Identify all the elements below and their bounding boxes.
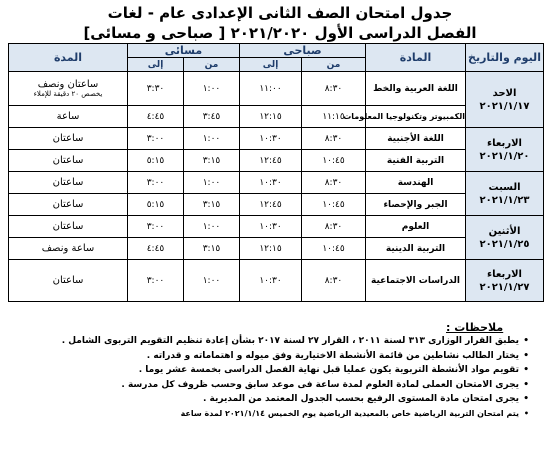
- day-date: ٢٠٢١/١/٢٥: [479, 238, 530, 250]
- header-day-date: اليوم والتاريخ: [466, 44, 544, 72]
- note-item: • تقويم مواد الأنشطة التربوية يكون عمليا قبل نهاية الفصل الدراسى بخمسة عشر يوما .: [9, 363, 529, 378]
- duration-note: يخصص ٢٠ دقيقة للإملاء: [33, 90, 103, 98]
- morning-from: ١٠:٤٥: [302, 150, 366, 172]
- evening-to: ٣:٠٠: [128, 216, 184, 238]
- day-name: السبت: [488, 181, 521, 193]
- header-evening-to: إلى: [128, 58, 184, 72]
- evening-from: ١:٠٠: [184, 72, 240, 106]
- subject-cell: اللغة الأجنبية: [366, 128, 466, 150]
- evening-to: ٥:١٥: [128, 194, 184, 216]
- note-item: • يجرى امتحان مادة المستوى الرفيع بحسب الجدول المعتمد من المديرية .: [9, 392, 529, 407]
- morning-to: ١٠:٣٠: [240, 128, 302, 150]
- morning-from: ١٠:٤٥: [302, 238, 366, 260]
- duration-value: ساعتان: [9, 172, 128, 194]
- note-item: • يتم امتحان التربية الرياضية خاص بالمعيدية الرياضية يوم الخميس ٢٠٢١/١/١٤ لمدة ساعة: [9, 407, 529, 422]
- morning-to: ١٠:٣٠: [240, 172, 302, 194]
- morning-to: ١٢:١٥: [240, 106, 302, 128]
- table-row: [9, 238, 544, 260]
- evening-to: ٥:١٥: [128, 150, 184, 172]
- subject-cell: التربية الفنية: [366, 150, 466, 172]
- day-cell: [466, 216, 544, 260]
- subject-cell: الدراسات الاجتماعية: [366, 260, 466, 302]
- day-cell: [466, 172, 544, 216]
- table-row: [9, 194, 544, 216]
- page-subtitle: الفصل الدراسى الأول ٢٠٢١/٢٠٢٠ [ صباحى و مسائى]: [83, 24, 477, 42]
- morning-from: ٨:٣٠: [302, 72, 366, 106]
- header-duration: المدة: [9, 44, 128, 72]
- evening-to: ٣:٠٠: [128, 128, 184, 150]
- notes-heading: ملاحظات :: [446, 321, 504, 334]
- note-item: • يطبق القرار الوزارى ٣١٣ لسنة ٢٠١١ ، القرار ٢٧ لسنة ٢٠١٧ بشأن إعادة تنظيم التقويم التربوى الشامل .: [9, 334, 529, 349]
- duration-value: ساعتان: [9, 216, 128, 238]
- table-row: [9, 260, 544, 302]
- morning-to: ١٢:١٥: [240, 238, 302, 260]
- table-row: [9, 150, 544, 172]
- morning-from: ٨:٣٠: [302, 128, 366, 150]
- evening-to: ٤:٤٥: [128, 106, 184, 128]
- subject-cell: العلوم: [366, 216, 466, 238]
- evening-to: ٤:٤٥: [128, 238, 184, 260]
- duration-value: ساعتان: [9, 260, 128, 302]
- day-name: الاحد: [492, 87, 517, 99]
- morning-to: ١٠:٣٠: [240, 260, 302, 302]
- subject-cell: الهندسة: [366, 172, 466, 194]
- day-name: الاربعاء: [487, 137, 522, 149]
- note-item: • يجرى الامتحان العملى لمادة العلوم لمدة ساعة فى موعد سابق وحسب ظروف كل مدرسة .: [9, 378, 529, 393]
- day-date: ٢٠٢١/١/٢٠: [479, 150, 530, 162]
- morning-to: ١٢:٤٥: [240, 150, 302, 172]
- table-row: [9, 106, 544, 128]
- day-date: ٢٠٢١/١/١٧: [479, 100, 530, 112]
- table-row: [9, 216, 544, 238]
- evening-to: ٣:٣٠: [128, 72, 184, 106]
- header-morning-to: إلى: [240, 58, 302, 72]
- morning-from: ١٠:٤٥: [302, 194, 366, 216]
- morning-from: ٨:٣٠: [302, 260, 366, 302]
- evening-from: ٣:١٥: [184, 238, 240, 260]
- morning-from: ١١:١٥: [302, 106, 366, 128]
- subject-cell: الجبر والإحصاء: [366, 194, 466, 216]
- duration-value: ساعة ونصف: [9, 238, 128, 260]
- day-cell: [466, 72, 544, 128]
- day-date: ٢٠٢١/١/٢٧: [479, 281, 530, 293]
- subject-cell: التربية الدينية: [366, 238, 466, 260]
- duration-value: ساعتان: [9, 150, 128, 172]
- evening-from: ١:٠٠: [184, 216, 240, 238]
- table-row: [9, 72, 544, 106]
- evening-from: ١:٠٠: [184, 172, 240, 194]
- morning-to: ١١:٠٠: [240, 72, 302, 106]
- header-morning-from: من: [302, 58, 366, 72]
- evening-to: ٣:٠٠: [128, 260, 184, 302]
- header-evening-from: من: [184, 58, 240, 72]
- day-date: ٢٠٢١/١/٢٣: [479, 194, 530, 206]
- evening-from: ١:٠٠: [184, 128, 240, 150]
- header-evening: مسائى: [128, 44, 240, 58]
- morning-from: ٨:٣٠: [302, 172, 366, 194]
- morning-from: ٨:٣٠: [302, 216, 366, 238]
- duration-value: ساعتان ونصف: [37, 79, 99, 90]
- day-name: الاربعاء: [487, 268, 522, 280]
- duration-value: ساعتان: [9, 128, 128, 150]
- header-subject: المادة: [366, 44, 466, 72]
- header-morning: صباحى: [240, 44, 366, 58]
- day-cell: [466, 260, 544, 302]
- evening-to: ٣:٠٠: [128, 172, 184, 194]
- duration-cell: [9, 72, 128, 106]
- subject-cell: الكمبيوتر وتكنولوجيا المعلومات: [366, 106, 466, 128]
- evening-from: ٣:٤٥: [184, 106, 240, 128]
- evening-from: ١:٠٠: [184, 260, 240, 302]
- table-row: [9, 172, 544, 194]
- table-row: [9, 128, 544, 150]
- morning-to: ١٢:٤٥: [240, 194, 302, 216]
- subject-cell: اللغة العربية والخط: [366, 72, 466, 106]
- day-name: الأثنين: [488, 225, 521, 237]
- evening-from: ٣:١٥: [184, 194, 240, 216]
- duration-value: ساعتان: [9, 194, 128, 216]
- notes-list: [9, 334, 529, 421]
- note-item: • يختار الطالب نشاطين من قائمة الأنشطة الاختيارية وفق ميوله و اهتماماته و قدراته .: [9, 349, 529, 364]
- exam-schedule-table: [8, 43, 544, 302]
- duration-value: ساعة: [9, 106, 128, 128]
- page-title: جدول امتحان الصف الثانى الإعدادى عام - لغات: [107, 4, 453, 22]
- evening-from: ٣:١٥: [184, 150, 240, 172]
- morning-to: ١٠:٣٠: [240, 216, 302, 238]
- day-cell: [466, 128, 544, 172]
